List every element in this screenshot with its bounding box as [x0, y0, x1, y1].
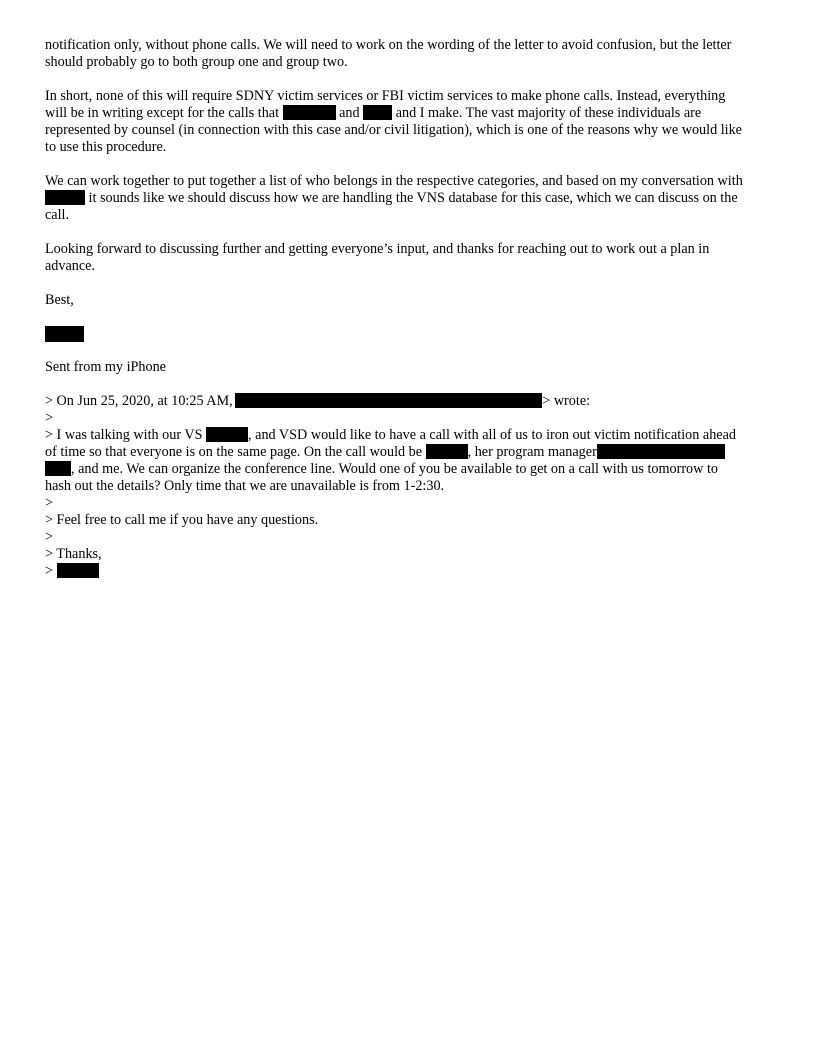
- text-segment: of time so that everyone is on the same page. On the call would be: [45, 444, 423, 460]
- signature-redaction: [45, 326, 84, 342]
- quote-blank-line: >: [45, 410, 54, 426]
- text-segment: , and me. We can organize the conference line. Would one of you be available to get on a call with us tomorrow to: [71, 461, 718, 477]
- redaction-block: [283, 105, 336, 120]
- text-line: hash out the details? Only time that we are unavailable is from 1-2:30.: [45, 478, 445, 494]
- text-segment: > wrote:: [542, 393, 591, 409]
- text-line: > Thanks,: [45, 546, 102, 562]
- text-segment: and I make. The vast majority of these individuals are: [395, 105, 702, 121]
- text-line: to use this procedure.: [45, 139, 167, 155]
- quoted-header: [45, 393, 773, 410]
- text-line: [45, 190, 773, 207]
- redaction-block: [597, 444, 725, 459]
- quoted-message: [45, 393, 773, 580]
- sender-redaction: [235, 393, 542, 408]
- text-segment: > I was talking with our VS: [45, 427, 203, 443]
- text-line: [45, 105, 773, 122]
- redaction-block: [45, 190, 85, 205]
- text-line: [45, 427, 773, 444]
- paragraph-work-together: [45, 173, 773, 224]
- text-line: call.: [45, 207, 70, 223]
- paragraph-looking-forward: [45, 241, 773, 275]
- text-segment: , her program manager: [467, 444, 597, 460]
- redaction-block: [206, 427, 248, 442]
- text-line: We can work together to put together a list of who belongs in the respective categories, and based on my conversation with: [45, 173, 743, 189]
- sent-from-line: Sent from my iPhone: [45, 359, 166, 375]
- text-segment: >: [45, 563, 54, 579]
- text-line: represented by counsel (in connection with this case and/or civil litigation), which is one of the reasons why we would like: [45, 122, 742, 138]
- quoted-signature: [45, 563, 773, 580]
- email-body: [45, 37, 773, 580]
- text-line: should probably go to both group one and group two.: [45, 54, 348, 70]
- paragraph-notification: [45, 37, 773, 71]
- paragraph-in-short: [45, 88, 773, 156]
- redaction-block: [426, 444, 468, 459]
- redaction-block: [363, 105, 392, 120]
- text-line: advance.: [45, 258, 96, 274]
- text-line: [45, 461, 773, 478]
- text-segment: > On Jun 25, 2020, at 10:25 AM,: [45, 393, 233, 409]
- redaction-block: [45, 461, 71, 476]
- text-line: In short, none of this will require SDNY victim services or FBI victim services to make phone calls. Instead, everything: [45, 88, 726, 104]
- closing: Best,: [45, 292, 74, 308]
- text-line: Looking forward to discussing further and getting everyone’s input, and thanks for reaching out to work out a plan in: [45, 241, 710, 257]
- text-line: [45, 444, 773, 461]
- quote-blank-line: >: [45, 529, 54, 545]
- text-line: > Feel free to call me if you have any questions.: [45, 512, 319, 528]
- text-segment: will be in writing except for the calls that: [45, 105, 280, 121]
- text-segment: it sounds like we should discuss how we are handling the VNS database for this case, which we can discuss on the: [88, 190, 738, 206]
- quote-blank-line: >: [45, 495, 54, 511]
- text-segment: and: [339, 105, 360, 121]
- text-line: notification only, without phone calls. We will need to work on the wording of the letter to avoid confusion, but the letter: [45, 37, 732, 53]
- text-segment: , and VSD would like to have a call with all of us to iron out victim notification ahead: [248, 427, 736, 443]
- signature-redaction: [57, 563, 99, 578]
